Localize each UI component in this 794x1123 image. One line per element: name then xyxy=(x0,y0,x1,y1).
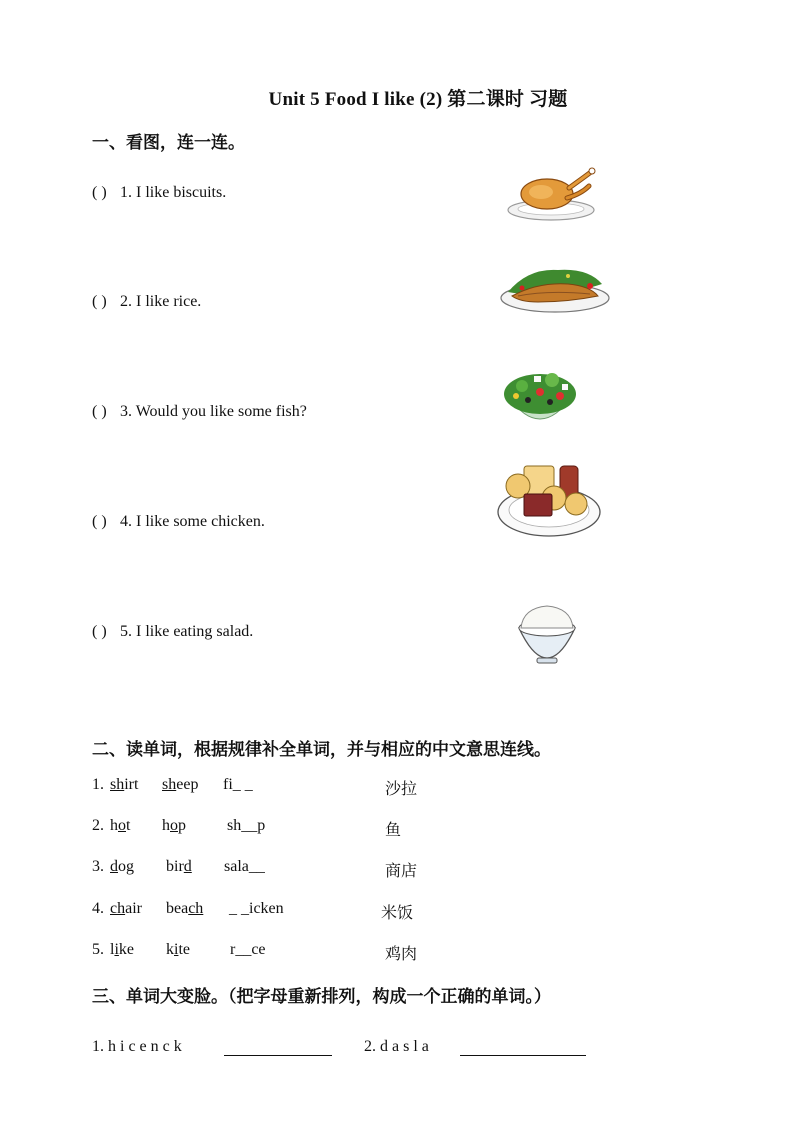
roast-chicken-image xyxy=(505,164,597,224)
match-text: 4. I like some chicken. xyxy=(120,513,265,530)
answer-blank-2[interactable] xyxy=(460,1041,586,1056)
word-row-4 xyxy=(92,900,792,924)
match-text: 1. I like biscuits. xyxy=(120,184,227,201)
answer-paren: ( ) xyxy=(92,184,107,201)
chinese-meaning: 沙拉 xyxy=(385,779,418,798)
page-title: Unit 5 Food I like (2) 第二课时 习题 xyxy=(268,89,568,110)
chinese-meaning: 米饭 xyxy=(381,903,414,922)
word-2: sheep xyxy=(162,776,199,793)
section1-heading: 一、看图，连一连。 xyxy=(92,133,245,152)
salad-bowl-image xyxy=(500,362,580,432)
word-row-5 xyxy=(92,941,792,965)
word-1: hot xyxy=(110,817,131,834)
row-number: 3. xyxy=(92,858,104,875)
fill-blank-word[interactable]: sala__ xyxy=(224,858,265,875)
word-2: bird xyxy=(166,858,192,875)
row-number: 5. xyxy=(92,941,104,958)
word-1: shirt xyxy=(110,776,139,793)
chinese-meaning: 鱼 xyxy=(385,820,402,839)
word-1: dog xyxy=(110,858,134,875)
answer-paren: ( ) xyxy=(92,403,107,420)
section3-heading: 三、单词大变脸。（把字母重新排列，构成一个正确的单词。） xyxy=(92,987,551,1006)
chinese-meaning: 商店 xyxy=(385,861,418,880)
row-number: 1. xyxy=(92,776,104,793)
fill-blank-word[interactable]: sh__p xyxy=(227,817,266,834)
match-item-5 xyxy=(92,623,253,641)
scramble-letters: 1. h i c e n c k xyxy=(92,1038,182,1055)
word-1: like xyxy=(110,941,135,958)
scramble-item-1 xyxy=(92,1038,182,1056)
match-item-3 xyxy=(92,403,307,421)
word-2: hop xyxy=(162,817,186,834)
biscuits-plate-image xyxy=(496,458,602,538)
scramble-letters: 2. d a s l a xyxy=(364,1038,429,1055)
match-item-2 xyxy=(92,293,201,311)
fish-dish-image xyxy=(498,262,612,318)
chinese-meaning: 鸡肉 xyxy=(385,944,418,963)
match-text: 3. Would you like some fish? xyxy=(120,403,307,420)
scramble-item-2 xyxy=(364,1038,429,1056)
fill-blank-word[interactable]: _ _icken xyxy=(229,900,284,917)
answer-blank-1[interactable] xyxy=(224,1041,332,1056)
row-number: 4. xyxy=(92,900,104,917)
match-item-1 xyxy=(92,184,226,202)
answer-paren: ( ) xyxy=(92,513,107,530)
section2-heading: 二、读单词，根据规律补全单词，并与相应的中文意思连线。 xyxy=(92,740,551,759)
word-1: chair xyxy=(110,900,142,917)
fill-blank-word[interactable]: fi_ _ xyxy=(223,776,253,793)
word-row-3 xyxy=(92,858,792,882)
answer-paren: ( ) xyxy=(92,293,107,310)
row-number: 2. xyxy=(92,817,104,834)
rice-bowl-image xyxy=(513,598,581,670)
answer-paren: ( ) xyxy=(92,623,107,640)
match-item-4 xyxy=(92,513,265,531)
word-2: beach xyxy=(166,900,204,917)
word-row-2 xyxy=(92,817,792,841)
match-text: 2. I like rice. xyxy=(120,293,202,310)
fill-blank-word[interactable]: r__ce xyxy=(230,941,266,958)
match-text: 5. I like eating salad. xyxy=(120,623,254,640)
word-2: kite xyxy=(166,941,190,958)
word-row-1 xyxy=(92,776,792,800)
